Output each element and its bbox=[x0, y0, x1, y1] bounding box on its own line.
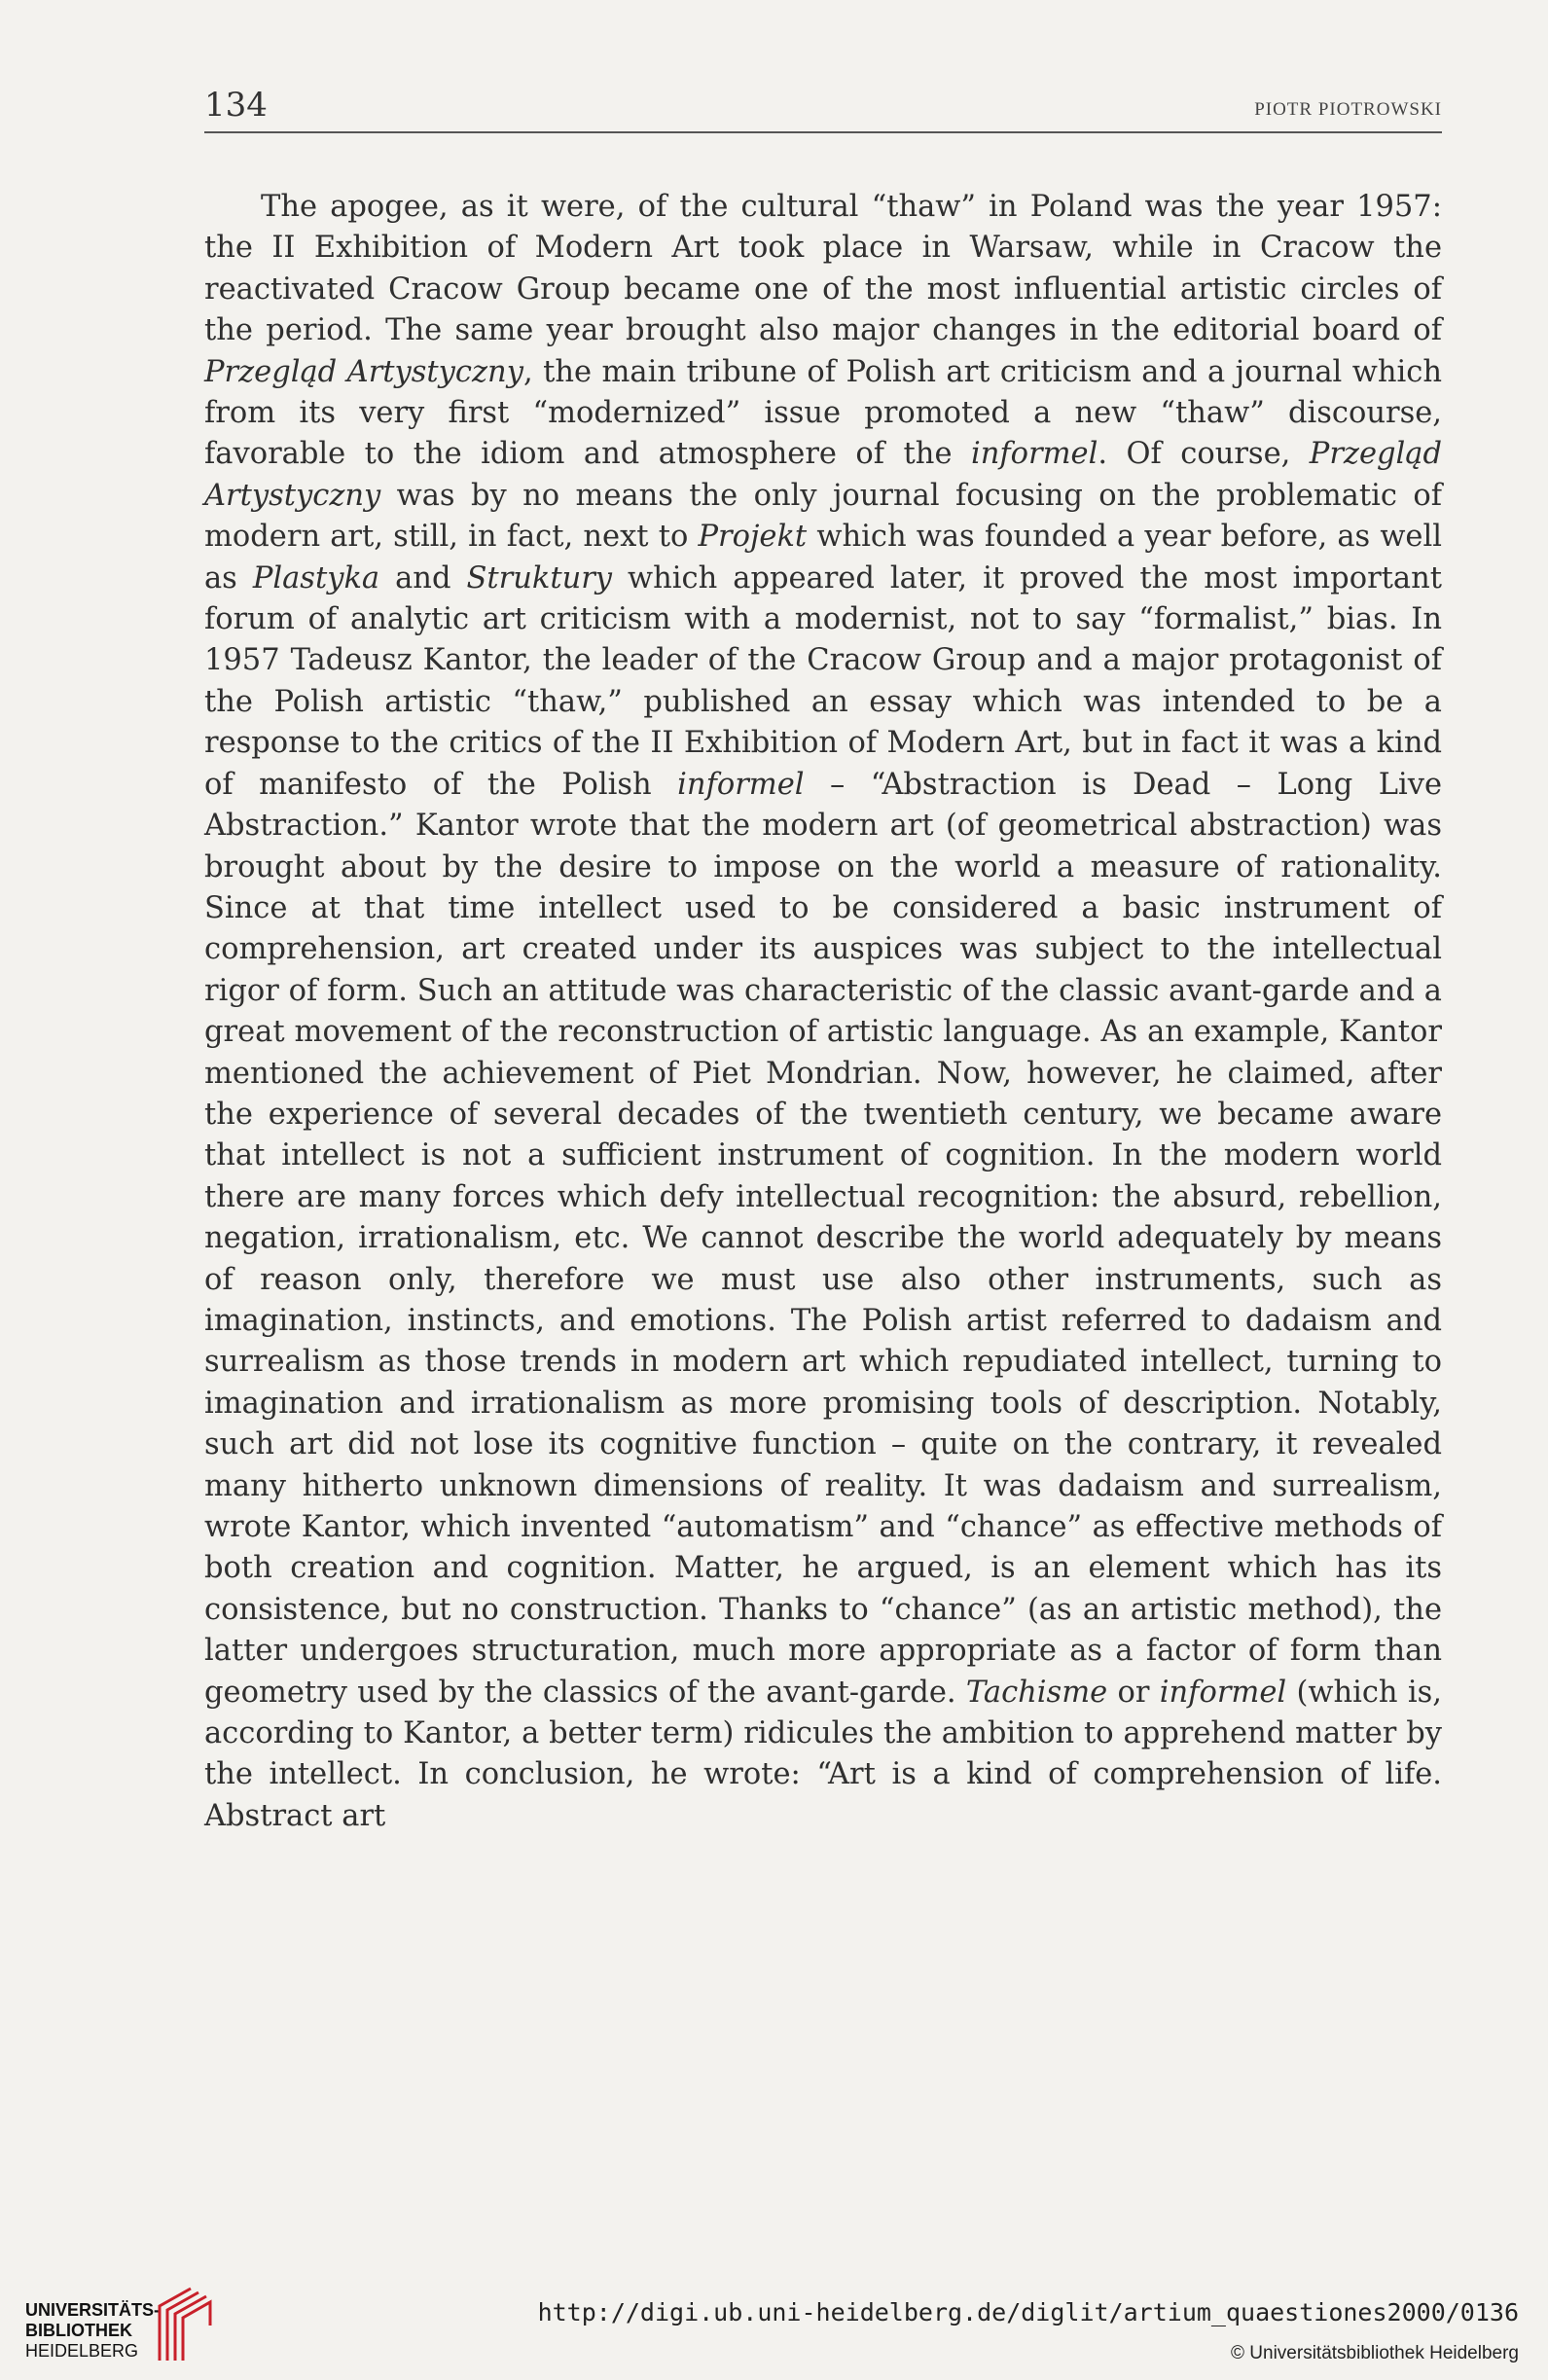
italic-term: informel bbox=[677, 767, 805, 802]
library-name-line: HEIDELBERG bbox=[25, 2341, 139, 2361]
text-segment: which was founded a year before, as well as bbox=[204, 520, 1442, 595]
text-segment: The apogee, as it were, of the cultural “thaw” in Poland was the year 1957: the II Exhibition of Modern Art took place in Warsaw, while in Cracow the reactivated Cracow Group became one of the most influential artistic circles of the period. The same year brought also major changes in the editorial board of bbox=[204, 190, 1442, 348]
italic-title: Struktury bbox=[466, 560, 613, 595]
italic-title: Plastyka bbox=[252, 560, 380, 595]
library-name-line: UNIVERSITÄTS- bbox=[25, 2300, 161, 2320]
text-segment: – “Abstraction is Dead – Long Live Abstraction.” Kantor wrote that the modern art (of geometrical abstraction) was brought about by the desire to impose on the world a measure of rationality. Since at that time intellect used to be considered a basic instrument of comprehension, art created under its auspices was subject to the intellectual rigor of form. Such an attitude was characteristic of the classic avant-garde and a great movement of the reconstruction of artistic language. As an example, Kantor mentioned the achievement of Piet Mondrian. Now, however, he claimed, after the experience of several decades of the twentieth century, we became aware that intellect is not a sufficient instrument of cognition. In the modern world there are many forces which defy intellectual recognition: the absurd, rebellion, negation, irrationalism, etc. We cannot describe the world adequately by means of reason only, therefore we must use also other instruments, such as imagination, instincts, and emotions. The Polish artist referred to dadaism and surrealism as those trends in modern art which repudiated intellect, turning to imagination and irrationalism as more promising tools of description. Notably, such art did not lose its cognitive function – quite on the contrary, it revealed many hitherto unknown dimensions of reality. It was dadaism and surrealism, wrote Kantor, which invented “automatism” and “chance” as effective methods of both creation and cognition. Matter, he argued, is an element which has its consistence, but no construction. Thanks to “chance” (as an artistic method), the latter undergoes structuration, much more appropriate as a factor of form than geometry used by the classics of the avant-garde. bbox=[204, 767, 1442, 1710]
library-name-line: BIBLIOTHEK bbox=[25, 2321, 132, 2340]
text-segment: (which is, according to Kantor, a better term) ridicules the ambition to apprehend matter by the intellect. In conclusion, he wrote: “Art is a kind of comprehension of life. Abstract art bbox=[204, 1675, 1442, 1833]
library-name bbox=[25, 2300, 160, 2362]
page-header bbox=[204, 86, 1442, 134]
library-logo-icon bbox=[154, 2283, 214, 2364]
text-segment: or bbox=[1107, 1675, 1160, 1710]
footer bbox=[0, 2277, 1548, 2380]
italic-term: Tachisme bbox=[965, 1675, 1108, 1710]
text-segment: and bbox=[379, 560, 467, 595]
body-paragraph bbox=[204, 187, 1442, 1837]
text-segment: which appeared later, it proved the most important forum of analytic art criticism with a modernist, not to say “formalist,” bias. In 1957 Tadeusz Kantor, the leader of the Cracow Group and a major protagonist of the Polish artistic “thaw,” published an essay which was intended to be a response to the critics of the II Exhibition of Modern Art, but in fact it was a kind of manifesto of the Polish bbox=[204, 560, 1442, 802]
italic-term: informel bbox=[1159, 1675, 1287, 1710]
header-rule bbox=[204, 131, 1442, 133]
source-url[interactable]: http://digi.ub.uni-heidelberg.de/diglit/artium_quaestiones2000/0136 bbox=[537, 2298, 1519, 2326]
italic-term: informel bbox=[970, 437, 1098, 472]
italic-title: Przegląd Artystyczny bbox=[204, 437, 1443, 513]
text-segment: . Of course, bbox=[1098, 437, 1310, 472]
running-head: PIOTR PIOTROWSKI bbox=[1254, 99, 1442, 120]
page-number: 134 bbox=[204, 86, 268, 125]
italic-title: Projekt bbox=[698, 520, 808, 555]
copyright-notice: © Universitätsbibliothek Heidelberg bbox=[1231, 2343, 1519, 2363]
text-segment: was by no means the only journal focusing on the problematic of modern art, still, in fact, next to bbox=[204, 478, 1442, 555]
italic-title: Przegląd Artystyczny bbox=[204, 354, 523, 389]
text-segment: , the main tribune of Polish art criticism and a journal which from its very first “modernized” issue promoted a new “thaw” discourse, favorable to the idiom and atmosphere of the bbox=[204, 354, 1442, 472]
